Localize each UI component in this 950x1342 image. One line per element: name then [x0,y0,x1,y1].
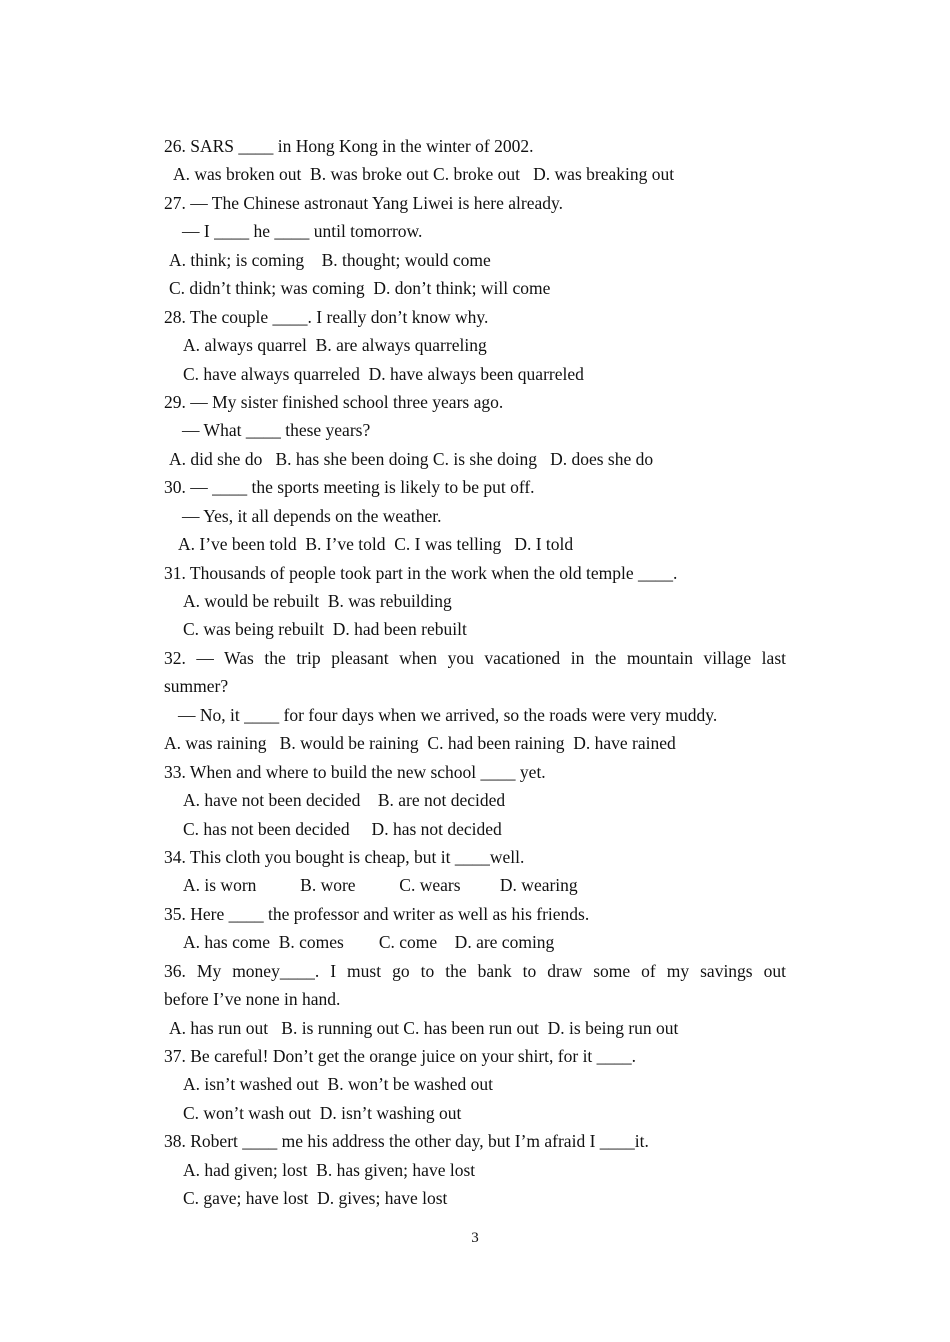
question-stem: 30. — ____ the sports meeting is likely to be put off. [164,477,535,498]
question-line: A. is worn B. wore C. wears D. wearing [183,875,578,896]
question-line: A. always quarrel B. are always quarreling [183,335,487,356]
question-line: — Yes, it all depends on the weather. [182,505,442,526]
question-line: — No, it ____ for four days when we arrived, so the roads were very muddy. [178,704,718,725]
question-line: A. was raining B. would be raining C. had been raining D. have rained [164,733,676,754]
question-stem: 33. When and where to build the new school ____ yet. [164,761,546,782]
question-stem: 38. Robert ____ me his address the other day, but I’m afraid I ____it. [164,1131,649,1152]
question-line: A. would be rebuilt B. was rebuilding [183,591,452,611]
question-stem: 36. My money____. I must go to the bank to draw some of my savings out [164,960,786,981]
question-line: A. isn’t washed out B. won’t be washed out [183,1074,493,1095]
question-line: C. won’t wash out D. isn’t washing out [183,1102,462,1123]
question-stem: 32. — Was the trip pleasant when you vacationed in the mountain village last [164,647,786,668]
question-line: summer? [164,676,229,697]
question-line: A. was broken out B. was broke out C. broke out D. was breaking out [173,164,675,185]
question-list [164,132,786,1213]
question-line: C. gave; have lost D. gives; have lost [183,1188,448,1209]
question-stem: 34. This cloth you bought is cheap, but it ____well. [164,846,525,867]
question-line: A. I’ve been told B. I’ve told C. I was telling D. I told [178,534,574,555]
question-stem: 35. Here ____ the professor and writer as well as his friends. [164,903,590,924]
question-stem: 31. Thousands of people took part in the work when the old temple ____. [164,562,678,583]
question-line: A. have not been decided B. are not decided [183,790,506,811]
question-line: before I’ve none in hand. [164,989,341,1010]
question-line: A. had given; lost B. has given; have lost [183,1159,476,1180]
question-stem: 28. The couple ____. I really don’t know why. [164,306,489,327]
question-line: A. has come B. comes C. come D. are coming [183,932,555,953]
question-line: C. has not been decided D. has not decided [183,818,502,839]
question-line: C. didn’t think; was coming D. don’t think; will come [169,278,551,299]
question-stem: 26. SARS ____ in Hong Kong in the winter of 2002. [164,136,534,156]
question-line: A. has run out B. is running out C. has been run out D. is being run out [169,1017,679,1038]
page-number: 3 [471,1230,479,1246]
question-stem: 37. Be careful! Don’t get the orange juice on your shirt, for it ____. [164,1046,637,1066]
question-line: — What ____ these years? [182,420,371,441]
question-stem: 29. — My sister finished school three years ago. [164,391,504,412]
question-line: A. did she do B. has she been doing C. is she doing D. does she do [169,448,654,469]
question-line: — I ____ he ____ until tomorrow. [182,221,423,242]
question-line: C. have always quarreled D. have always been quarreled [183,363,584,384]
question-stem: 27. — The Chinese astronaut Yang Liwei is here already. [164,192,564,213]
question-line: C. was being rebuilt D. had been rebuilt [183,619,467,640]
question-line: A. think; is coming B. thought; would come [169,249,491,270]
